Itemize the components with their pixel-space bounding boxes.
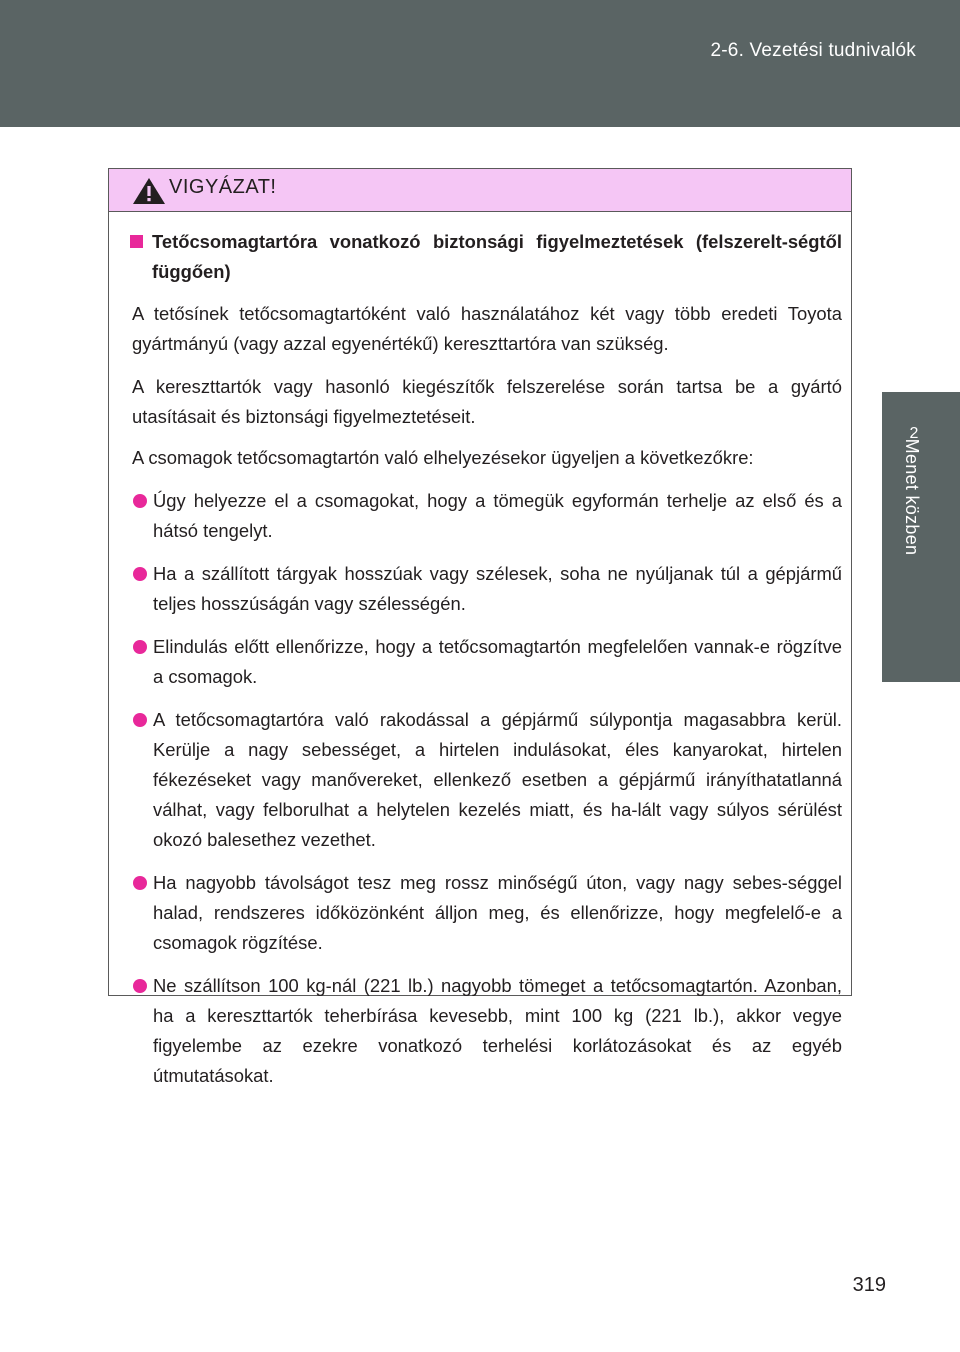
- caution-box: [108, 168, 852, 1086]
- paragraph: A kereszttartók vagy hasonló kiegészítők felszerelése során tartsa be a gyártó utasításait és biztonsági figyelmeztetéseit.: [132, 376, 842, 427]
- round-bullet-icon: [133, 876, 147, 890]
- caution-body: [130, 227, 842, 1104]
- paragraph: A csomagok tetőcsomagtartón való elhelyezésekor ügyeljen a következőkre:: [132, 447, 754, 468]
- list-item: [130, 632, 842, 692]
- header-band: [0, 0, 960, 127]
- round-bullet-icon: [133, 713, 147, 727]
- chapter-label: Menet közben: [902, 438, 922, 556]
- caution-title: VIGYÁZAT!: [169, 176, 277, 198]
- list-item: [130, 486, 842, 546]
- section-heading: [130, 227, 842, 287]
- square-bullet-icon: [130, 235, 143, 248]
- round-bullet-icon: [133, 567, 147, 581]
- caution-header: [109, 169, 851, 212]
- list-item-text: Ne szállítson 100 kg-nál (221 lb.) nagyobb tömeget a tetőcsomagtartón. Azonban, ha a kereszttartók teherbírása kevesebb, mint 100 kg (221 lb.), akkor vegye figyelembe az ezekre vonatkozó terhelési korlátozásokat és az egyéb útmutatásokat.: [153, 975, 842, 1086]
- list-item-text: Ha a szállított tárgyak hosszúak vagy szélesek, soha ne nyúljanak túl a gépjármű teljes hosszúságán vagy szélességén.: [153, 563, 842, 614]
- chapter-tab: [882, 392, 960, 682]
- round-bullet-icon: [133, 640, 147, 654]
- chapter-number: 2: [909, 425, 919, 442]
- list-item-text: Elindulás előtt ellenőrizze, hogy a tetőcsomagtartón megfelelően vannak-e rögzítve a csomagok.: [153, 636, 842, 687]
- warning-triangle-icon: [132, 177, 166, 205]
- list-item-text: Ha nagyobb távolságot tesz meg rossz minőségű úton, vagy nagy sebes-séggel halad, rendszeres időközönként álljon meg, és ellenőrizze, hogy megfelelő-e a csomagok rögzítése.: [153, 872, 842, 953]
- section-title: 2-6. Vezetési tudnivalók: [710, 40, 916, 61]
- round-bullet-icon: [133, 494, 147, 508]
- list-item: [130, 971, 842, 1091]
- list-item-text: A tetőcsomagtartóra való rakodással a gépjármű súlypontja magasabbra kerül. Kerülje a nagy sebességet, a hirtelen indulásokat, éles kanyarokat, hirtelen fékezéseket vagy manővereket, ellenkező esetben a gépjármű irányíthatatlanná válhat, vagy felborulhat a helytelen kezelés miatt, és ha-lált vagy súlyos sérülést okozó balesethez vezethet.: [153, 709, 842, 850]
- list-item-text: Úgy helyezze el a csomagokat, hogy a tömegük egyformán terhelje az első és a hátsó tengelyt.: [153, 490, 842, 541]
- round-bullet-icon: [133, 979, 147, 993]
- list-item: [130, 559, 842, 619]
- paragraph: A tetősínek tetőcsomagtartóként való használatához két vagy több eredeti Toyota gyártmányú (vagy azzal egyenértékű) kereszttartóra van szükség.: [132, 303, 842, 354]
- list-item: [130, 705, 842, 855]
- page-number: 319: [852, 1274, 886, 1296]
- section-heading-text: Tetőcsomagtartóra vonatkozó biztonsági figyelmeztetések (felszerelt-ségtől függően): [152, 231, 842, 282]
- list-item: [130, 868, 842, 958]
